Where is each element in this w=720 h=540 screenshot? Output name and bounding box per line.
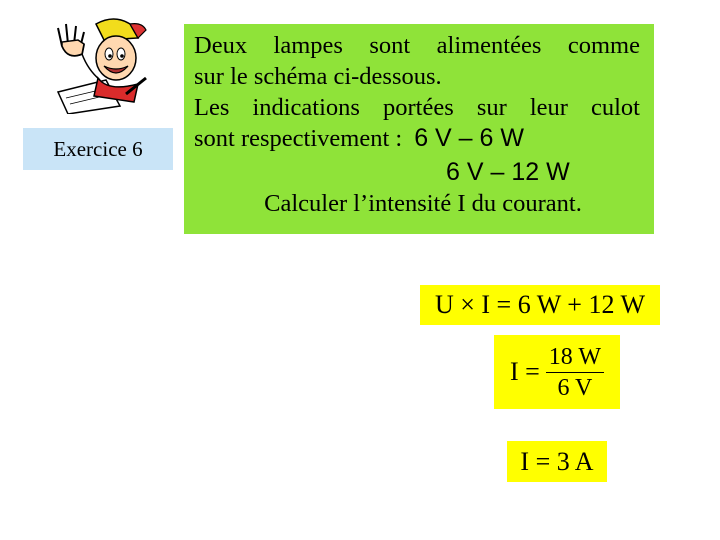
statement-word: Deux: [194, 32, 248, 59]
statement-line-2: sur le schéma ci-dessous.: [194, 63, 442, 90]
statement-line-4-text: sont respectivement :: [194, 125, 403, 152]
fraction-numerator: 18 W: [546, 344, 604, 373]
power-sum-formula: U × I = 6 W + 12 W: [420, 285, 660, 325]
statement-line-1: [194, 30, 640, 61]
fraction: [546, 344, 604, 401]
statement-word: lampes: [273, 32, 343, 59]
fraction-denominator: 6 V: [557, 374, 593, 401]
statement-word: sont: [369, 32, 411, 59]
lamp-2-rating: 6 V – 12 W: [446, 158, 570, 186]
statement-word: sur: [476, 94, 507, 121]
fraction-lhs: I =: [509, 357, 540, 386]
question-text: Calculer l’intensité I du courant.: [264, 190, 582, 217]
statement-word: Les: [194, 94, 230, 121]
statement-line-4: [194, 123, 640, 154]
statement-word: comme: [567, 32, 640, 59]
exercise-label: [23, 128, 173, 170]
statement-line-3: [194, 92, 640, 123]
statement-word: alimentées: [436, 32, 542, 59]
exercise-label-text: Exercice 6: [53, 136, 143, 161]
problem-statement: [184, 24, 654, 234]
current-result-formula: I = 3 A: [507, 441, 607, 482]
waving-student-illustration: [48, 14, 148, 114]
statement-word: portées: [383, 94, 454, 121]
statement-word: culot: [591, 94, 640, 121]
lamp-1-rating: 6 V – 6 W: [414, 124, 524, 152]
statement-word: leur: [529, 94, 568, 121]
statement-word: indications: [252, 94, 360, 121]
current-fraction-formula: [494, 335, 620, 409]
